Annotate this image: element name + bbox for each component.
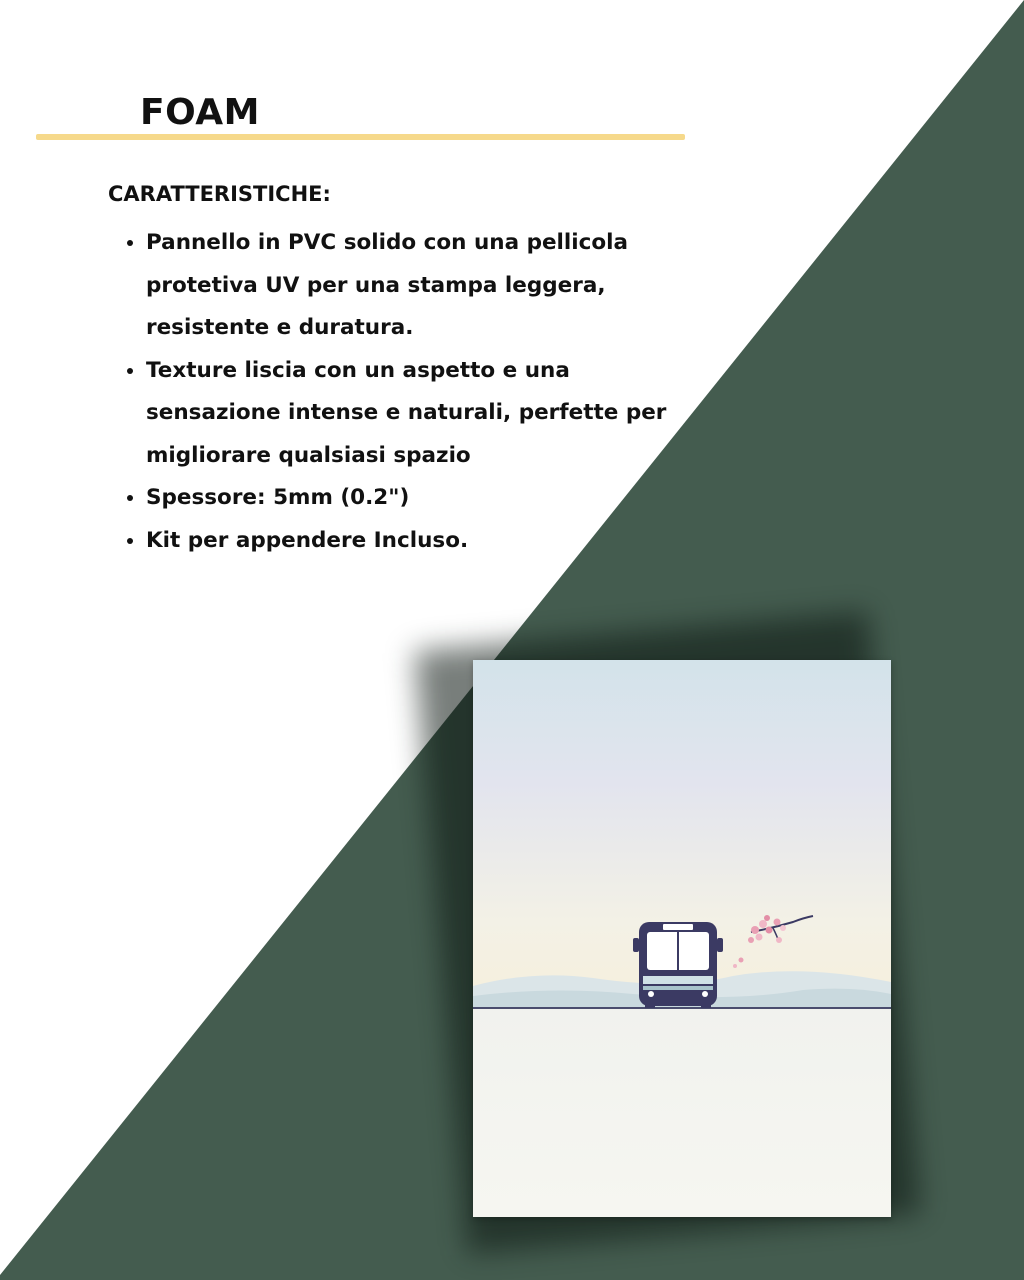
feature-list [108, 222, 686, 562]
list-item: • Spessore: 5mm (0.2") [146, 477, 686, 520]
list-item: • Pannello in PVC solido con una pellicola protetiva UV per una stampa leggera, resistente e duratura. [146, 222, 686, 350]
features-heading: CARATTERISTICHE: [108, 182, 331, 206]
list-item: • Texture liscia con un aspetto e una sensazione intense e naturali, perfette per migliorare qualsiasi spazio [146, 350, 686, 478]
page-title: FOAM [140, 92, 260, 133]
title-underline [36, 134, 685, 140]
bus-illustration [633, 922, 723, 1008]
foam-poster-image [473, 660, 891, 1217]
list-item: • Kit per appendere Incluso. [146, 520, 686, 563]
